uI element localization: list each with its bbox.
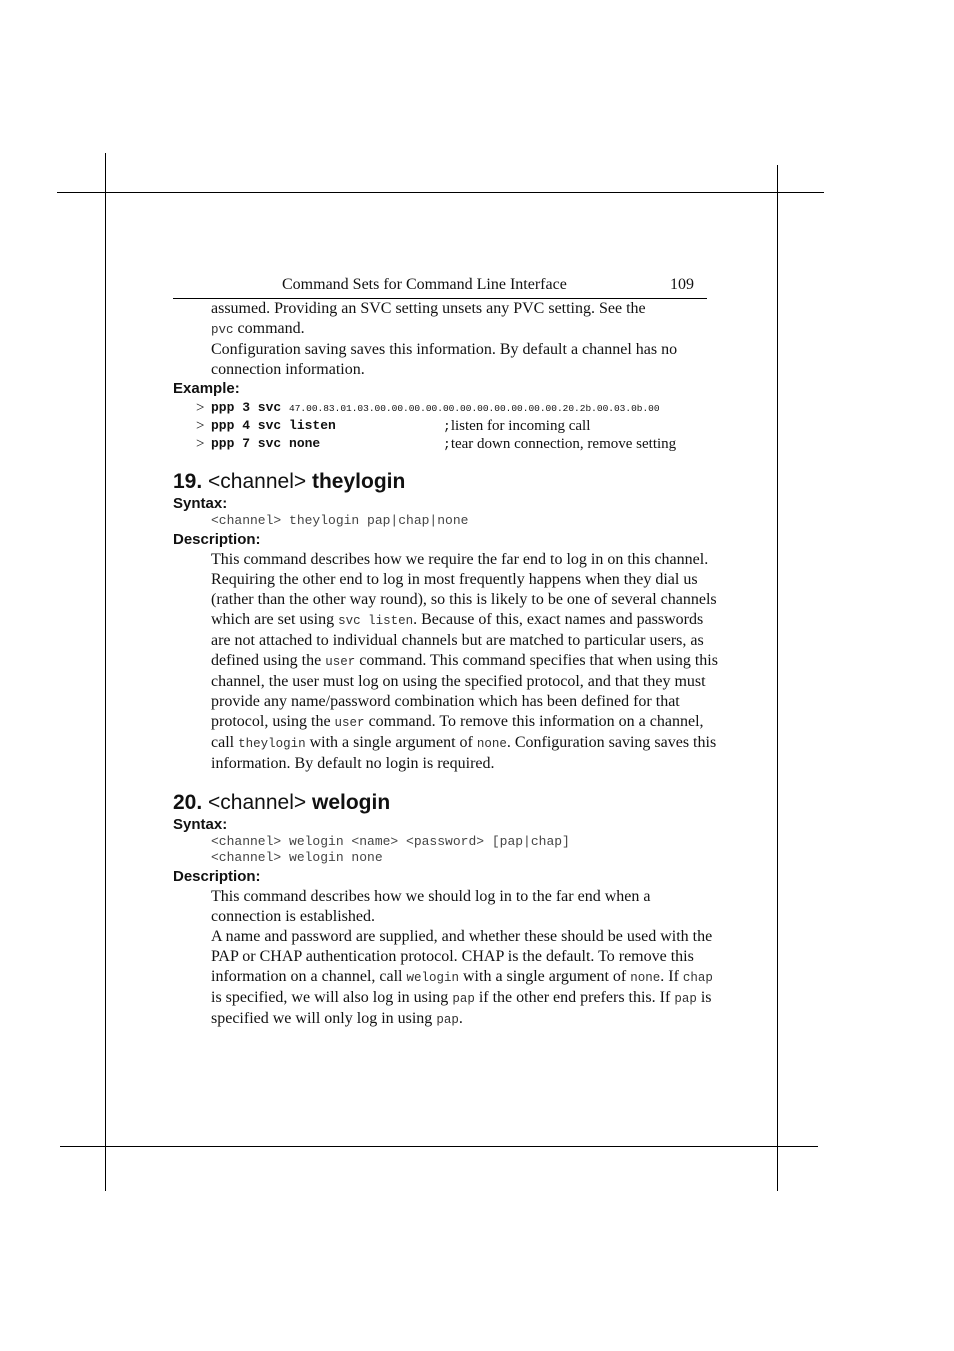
- syntax-line: <channel> theylogin pap|chap|none: [211, 513, 469, 528]
- syntax-label: Syntax:: [173, 816, 228, 833]
- description-paragraph: This command describes how we require the far end to log in on this channel. Requiring the other end to log in most frequently happens when they dial us (rather than the other way round), so this is likely to be one of several channels which are set using svc listen. Because of this, exact names and passwords are not attached to individual channels but are matched to particular users, as defined using the user command. This command specifies that when using this channel, the user must log on using the specified protocol, and that they must provide any name/password combination which has been defined for that protocol, using the user command. To remove this information on a channel, call theylogin with a single argument of none. Configuration saving saves this information. By default no login is required.: [211, 551, 718, 772]
- example-comment: ;listen for incoming call: [443, 418, 591, 434]
- crop-mark-left: [105, 153, 106, 1191]
- crop-mark-top: [57, 192, 824, 193]
- prompt: >: [196, 436, 205, 452]
- example-line: [173, 435, 718, 453]
- example-block: [173, 399, 718, 453]
- intro-paragraph-1: assumed. Providing an SVC setting unsets any PVC setting. See the pvc command.: [211, 300, 646, 337]
- description-paragraph-1: This command describes how we should log in to the far end when a connection is established.: [211, 888, 651, 925]
- example-command: ppp 4 svc listen: [211, 418, 336, 433]
- example-line: [173, 417, 718, 435]
- example-line: [173, 399, 718, 417]
- example-command: ppp 7 svc none: [211, 436, 321, 451]
- section-heading-welogin: 20. <channel> welogin: [173, 791, 391, 814]
- prompt: >: [196, 418, 205, 434]
- section-heading-theylogin: 19. <channel> theylogin: [173, 470, 406, 493]
- syntax-line: <channel> welogin <name> <password> [pap|chap]: [211, 834, 570, 849]
- crop-mark-bottom: [60, 1146, 818, 1147]
- example-label: Example:: [173, 380, 240, 397]
- example-comment: ;tear down connection, remove setting: [443, 436, 677, 452]
- intro-paragraph-2: Configuration saving saves this information. By default a channel has no connection information.: [211, 341, 678, 378]
- page: [173, 274, 718, 1030]
- page-number: 109: [670, 276, 694, 293]
- description-paragraph-2: A name and password are supplied, and whether these should be used with the PAP or CHAP authentication protocol. CHAP is the default. To remove this information on a channel, call welogin with a single argument of none. If chap is specified, we will also log in using pap if the other end prefers this. If pap is specified we will only log in using pap.: [211, 928, 713, 1027]
- crop-mark-right: [777, 165, 778, 1191]
- example-command: ppp 3 svc 47.00.83.01.03.00.00.00.00.00.00.00.00.00.00.00.20.2b.00.03.0b.00: [211, 400, 660, 415]
- description-label: Description:: [173, 868, 261, 885]
- description-label: Description:: [173, 531, 261, 548]
- syntax-line: <channel> welogin none: [211, 850, 383, 865]
- running-header: [173, 274, 707, 299]
- prompt: >: [196, 400, 205, 416]
- intro-block: [173, 299, 718, 380]
- header-title: Command Sets for Command Line Interface: [282, 276, 567, 293]
- syntax-label: Syntax:: [173, 495, 228, 512]
